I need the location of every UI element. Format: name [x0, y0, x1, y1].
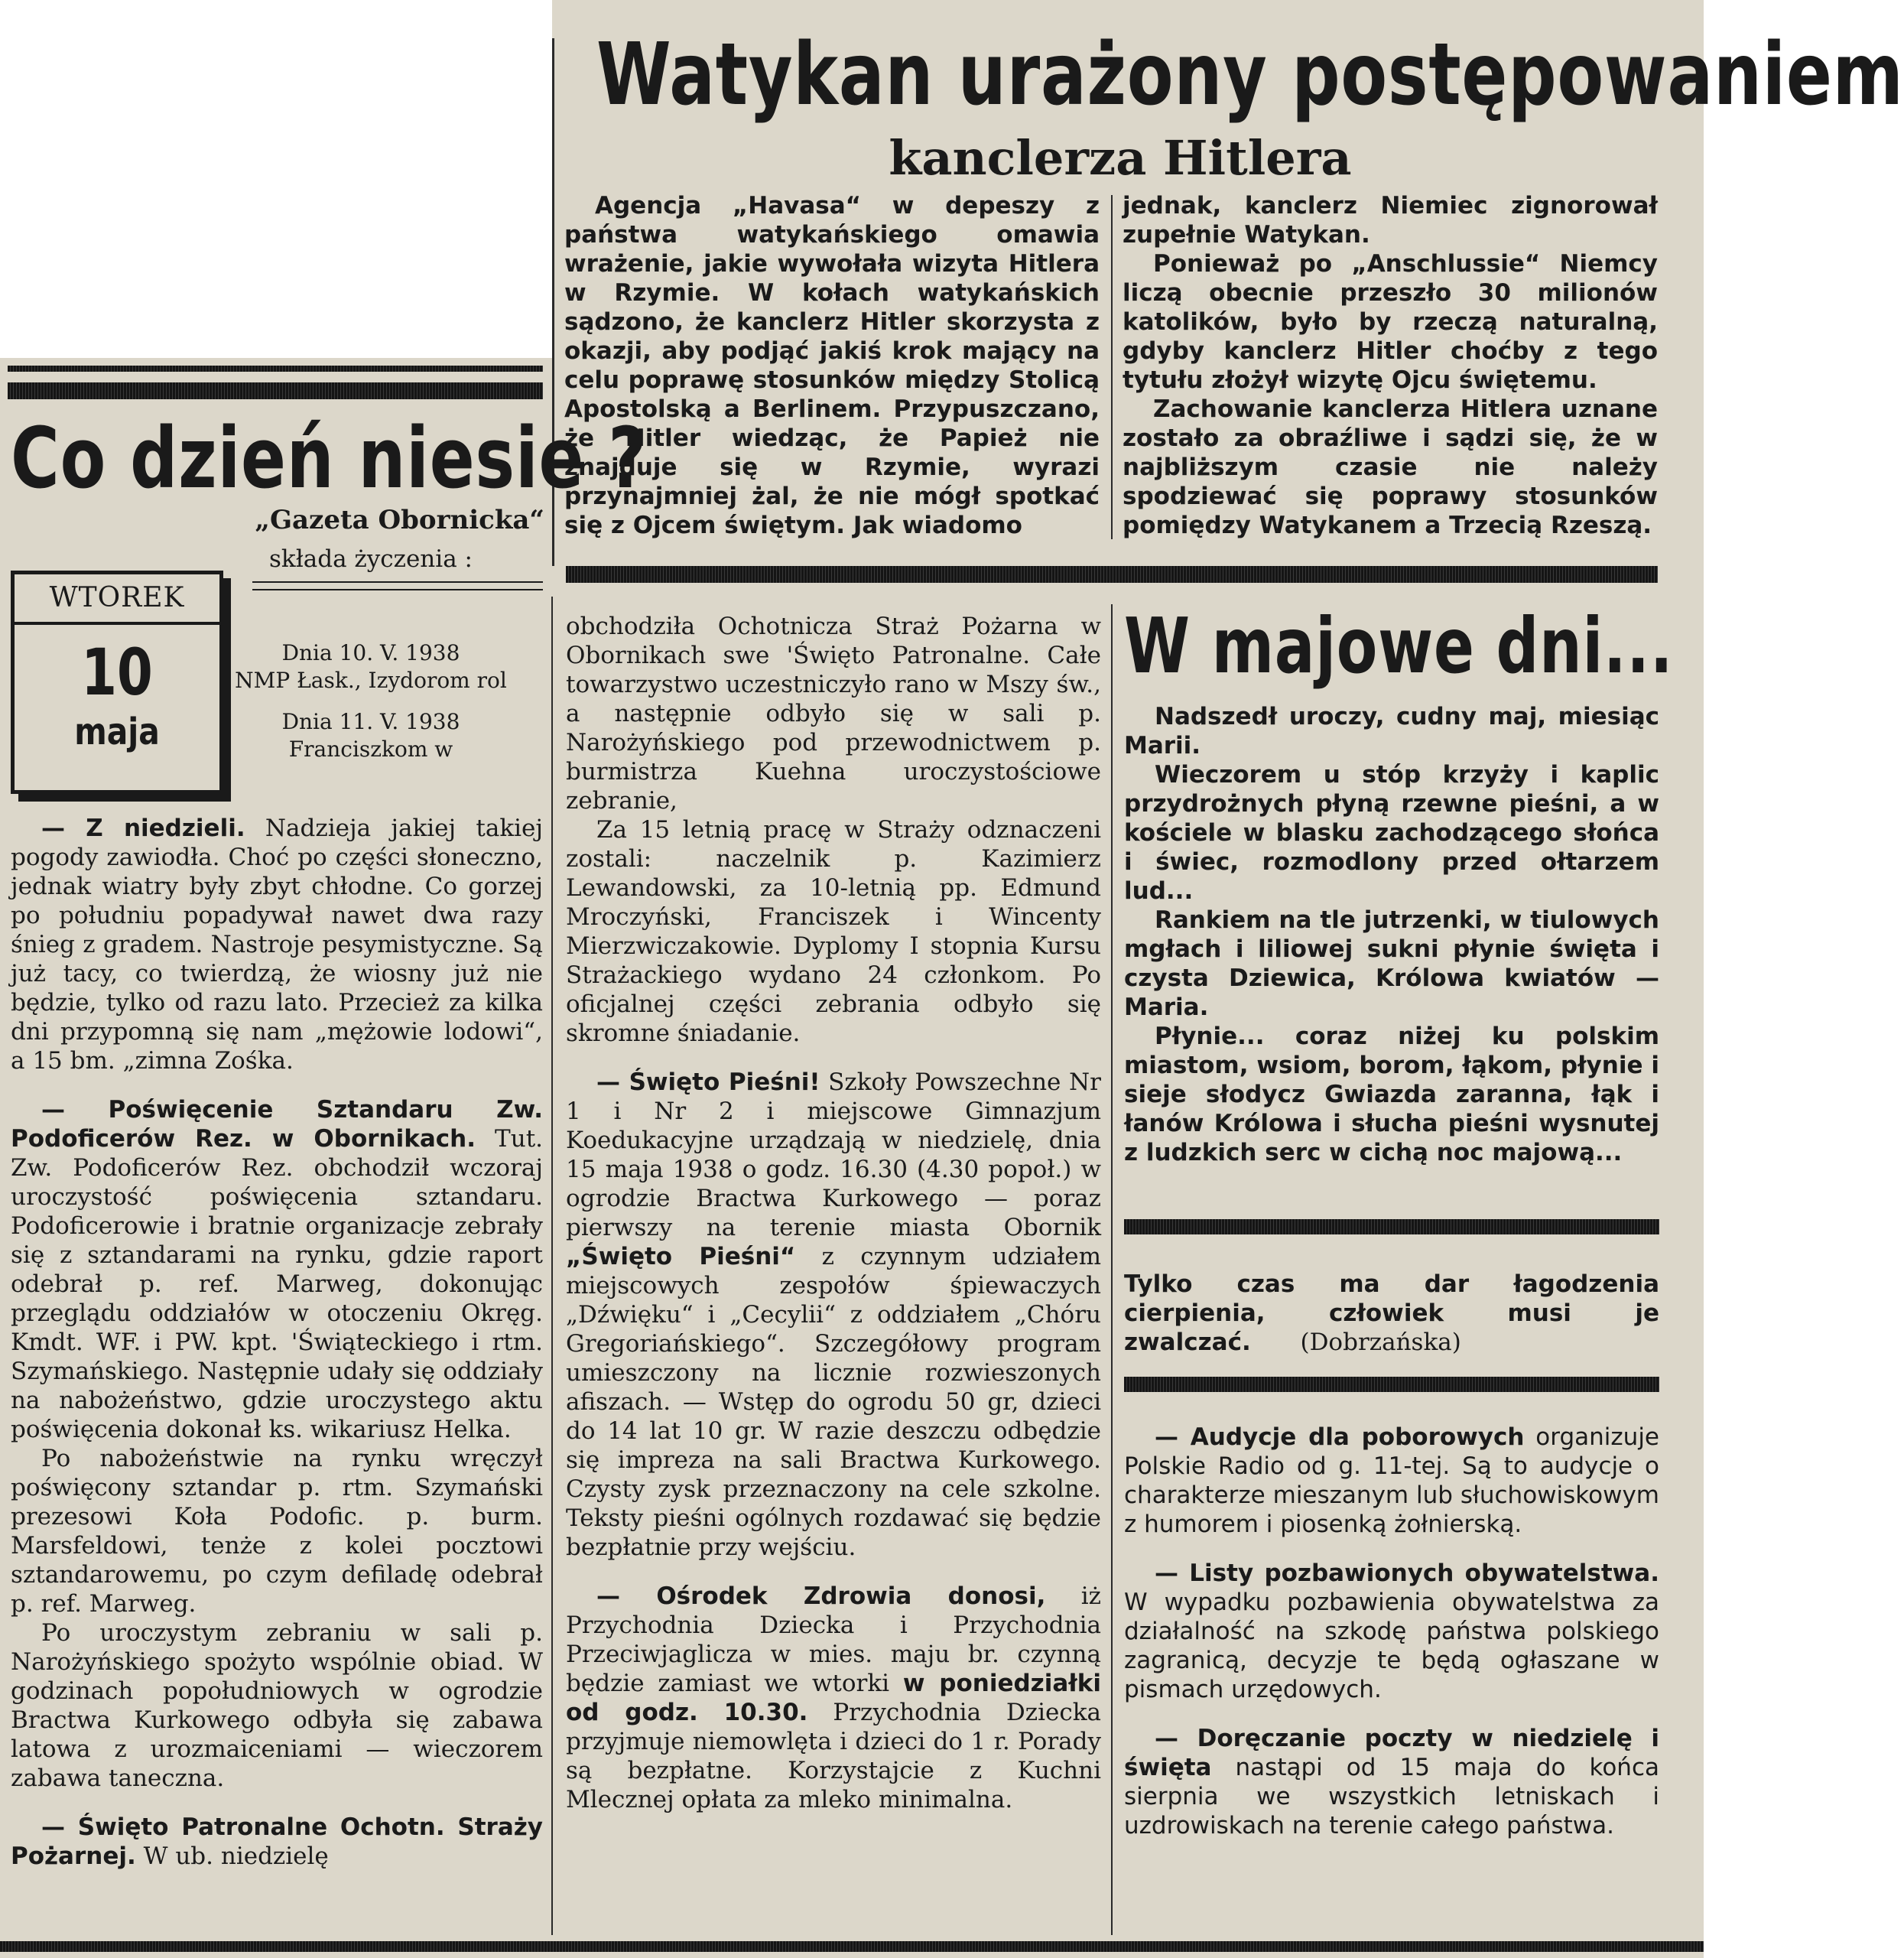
- news-headline: — Święto Patronalne Ochotn. Straży Pożarnej.: [11, 1813, 543, 1870]
- news-listy: — Listy pozbawionych obywatelstwa. W wypadku pozbawienia obywatelstwa za działalność na szkodę państwa polskiego zagranicą, decyzje te będą ogłaszane w pismach urzędowych.: [1124, 1560, 1659, 1703]
- divider: [252, 581, 543, 583]
- news-swieto-piesni: — Święto Pieśni! Szkoły Powszechne Nr 1 i Nr 2 i miejscowe Gimnazjum Koedukacyjne urządzają w niedzielę, dnia 15 maja 1938 o godz. 16.30 (4.30 popoł.) w ogrodzie Bractwa Kurkowego — poraz pierwszy na terenie miasta Obornik „Święto Pieśni“ z czynnym udziałem miejscowych zespołów śpiewaczych „Dźwięku“ i „Cecylii“ z oddziałem „Chóru Gregoriańskiego“. Szczegółowy program umieszczony na licznie rozwieszonych afiszach. — Wstęp do ogrodu 50 gr, dzieci do 14 lat 10 gr. W razie deszczu odbędzie się impreza na sali Bractwa Kurkowego. Czysty zysk przeznaczony na cele szkolne. Teksty pieśni ogólnych rozdawać się będzie bezpłatnie przy wejściu.: [566, 1068, 1101, 1561]
- top-article-title: Watykan urażony postępowaniem: [596, 25, 1904, 125]
- news-swieto-patronalne: — Święto Patronalne Ochotn. Straży Pożarnej. W ub. niedzielę: [11, 1813, 543, 1870]
- news-headline: — Audycje dla poborowych: [1155, 1423, 1525, 1451]
- column-divider: [551, 597, 553, 1935]
- news-headline: — Doręczanie poczty w niedzielę i święta: [1124, 1725, 1659, 1781]
- news-headline: — Ośrodek Zdrowia donosi,: [596, 1582, 1046, 1610]
- masthead-rule-thin: [8, 366, 543, 372]
- section-rule: [1124, 1377, 1659, 1392]
- calendar-weekday: WTOREK: [15, 574, 219, 625]
- section-rule: [566, 566, 1658, 583]
- top-article-col1: Agencja „Havasa“ w depeszy z państwa watykańskiego omawia wrażenie, jakie wywołała wizyta Hitlera w Rzymie. W kołach watykańskich sądzono, że kanclerz Hitler skorzysta z okazji, aby podjąć jakiś krok mający na celu poprawę stosunków między Stolicą Apostolską a Berlinem. Przypuszczano, że Hitler wiedząc, że Papież nie znajduje się w Rzymie, wyrazi przynajmniej żal, że nie mógł spotkać się z Ojcem świętym. Jak wiadomo: [564, 192, 1100, 539]
- quote-text: Tylko czas ma dar łagodzenia cierpienia, człowiek musi je zwalczać. (Dobrzańska): [1124, 1270, 1659, 1356]
- wish-1: [229, 639, 512, 694]
- divider: [252, 589, 543, 590]
- calendar-date: 10: [81, 635, 153, 710]
- wish-2-text: Franciszkom w: [288, 737, 453, 762]
- quote-author: (Dobrzańska): [1300, 1329, 1461, 1356]
- gazeta-name: „Gazeta Obornicka“: [255, 505, 544, 535]
- masthead-title: Co dzień niesie ?: [11, 409, 648, 507]
- wish-1-text: NMP Łask., Izydorom rol: [235, 668, 507, 693]
- wish-2-date: Dnia 11. V. 1938: [281, 709, 460, 734]
- majowe-article: Nadszedł uroczy, cudny maj, miesiąc Marii. Wieczorem u stóp krzyży i kaplic przydrożnych płyną rzewne pieśni, a w kościele w blasku zachodzącego słońca i świec, rozmodlony przed ołtarzem lud... Rankiem na tle jutrzenki, w tiulowych mgłach i liliowej sukni płynie święta i czysta Dziewica, Królowa kwiatów — Maria. Płynie... coraz niżej ku polskim miastom, wsiom, borom, łąkom, płynie i sieje słodycz Gwiazda zaranna, łąk i łanów Królowa i słucha pieśni wysnutej z ludzkich serc w cichą noc majową...: [1124, 703, 1659, 1166]
- wish-1-date: Dnia 10. V. 1938: [281, 640, 460, 665]
- news-headline: — Z niedzieli.: [41, 815, 245, 842]
- column-divider: [1111, 604, 1113, 1935]
- calendar-box: [11, 571, 223, 794]
- top-article-subtitle: kanclerza Hitlera: [889, 130, 1352, 186]
- column-divider: [1111, 195, 1113, 539]
- news-sztandar: — Poświęcenie Sztandaru Zw. Podoficerów Rez. w Obornikach. Tut. Zw. Podoficerów Rez. obchodził wczoraj uroczystość poświęcenia sztandaru. Podoficerowie i bratnie organizacje zebrały się z sztandarami na rynku, gdzie raport odebrał p. ref. Marweg, dokonując przeglądu oddziałów w otoczeniu Okręg. Kmdt. WF. i PW. kpt. 'Świąteckiego i rtm. Szymańskiego. Następnie udały się oddziały na nabożeństwo, gdzie uroczystego aktu poświęcenia dokonał ks. wikariusz Helka.: [11, 1096, 543, 1443]
- masthead-rule-thick: [8, 382, 543, 399]
- quote-block: [1124, 1270, 1659, 1357]
- wishes-intro: składa życzenia :: [269, 545, 473, 573]
- news-z-niedzieli: — Z niedzieli. Nadzieja jakiej takiej pogody zawiodła. Choć po części słoneczno, jednak wiatry były zbyt chłodne. Co gorzej po południu popadywał nawet dwa razy śnieg z gradem. Nastroje pesymistyczne. Są już tacy, co twierdzą, że wiosny już nie będzie, tylko od razu lato. Przecież za kilka dni przypomną się nam „mężowie lodowi“, a 15 bm. „zimna Zośka.: [11, 815, 544, 1075]
- right-news: [1124, 1423, 1659, 1840]
- middle-news: obchodziła Ochotnicza Straż Pożarna w Obornikach swe 'Święto Patronalne. Całe towarzystwo uczestniczyło rano w Mszy św., a następnie odbyło się w sali p. Narożyńskiego pod przewodnictwem p. burmistrza Kuehna uroczystościowe zebranie, Za 15 letnią pracę w Straży odznaczeni zostali: naczelnik p. Kazimierz Lewandowski, za 10-letnią pp. Edmund Mroczyński, Franciszek i Wincenty Mierzwiczakowie. Dyplomy I stopnia Kursu Strażackiego wydano 24 członkom. Po oficjalnej części zebrania odbyło się skromne śniadanie. — Święto Pieśni! Szkoły Powszechne Nr 1 i Nr 2 i miejscowe Gimnazjum Koedukacyjne urządzają w niedzielę, dnia 15 maja 1938 o godz. 16.30 (4.30 popoł.) w ogrodzie Bractwa Kurkowego — poraz pierwszy na terenie miasta Obornik „Święto Pieśni“ z czynnym udziałem miejscowych zespołów śpiewaczych „Dźwięku“ i „Cecylii“ z oddziałem „Chóru Gregoriańskiego“. Szczegółowy program umieszczony na licznie rozwieszonych afiszach. — Wstęp do ogrodu 50 gr, dzieci do 14 lat 10 gr. W razie deszczu odbędzie się impreza na sali Bractwa Kurkowego. Czysty zysk przeznaczony na cele szkolne. Teksty pieśni ogólnych rozdawać się będzie bezpłatnie przy wejściu. — Ośrodek Zdrowia donosi, iż Przychodnia Dziecka i Przychodnia Przeciwjaglicza w mies. maju br. czynną będzie zamiast we wtorki w poniedziałki od godz. 10.30. Przychodnia Dziecka przyjmuje niemowlęta i dzieci do 1 r. Porady są bezpłatne. Korzystajcie z Kuchni Mlecznej opłata za mleko minimalna.: [566, 613, 1101, 1813]
- news-headline: — Święto Pieśni!: [596, 1068, 820, 1096]
- top-article-col2: jednak, kanclerz Niemiec zignorował zupełnie Watykan. Ponieważ po „Anschlussie“ Niemcy liczą obecnie przeszło 30 milionów katolików, było by rzeczą naturalną, gdyby kanclerz Hitler choćby z tego tytułu złożył wizytę Ojcu świętemu. Zachowanie kanclerza Hitlera uznane zostało za obraźliwe i sądzi się, że w najbliższym czasie nie należy spodziewać się poprawy stosunków pomiędzy Watykanem a Trzecią Rzeszą.: [1123, 192, 1658, 539]
- news-osrodek-zdrowia: — Ośrodek Zdrowia donosi, iż Przychodnia Dziecka i Przychodnia Przeciwjaglicza w mies. maju br. czynną będzie zamiast we wtorki w poniedziałki od godz. 10.30. Przychodnia Dziecka przyjmuje niemowlęta i dzieci do 1 r. Porady są bezpłatne. Korzystajcie z Kuchni Mlecznej opłata za mleko minimalna.: [566, 1582, 1101, 1813]
- calendar-month: maja: [74, 711, 160, 753]
- news-poczta: — Doręczanie poczty w niedzielę i święta nastąpi od 15 maja do końca sierpnia we wszystkich letniskach i uzdrowiskach na terenie całego państwa.: [1124, 1725, 1659, 1839]
- wish-2: [229, 708, 512, 763]
- news-audycje: — Audycje dla poborowych organizuje Polskie Radio od g. 11-tej. Są to audycje o charakterze mieszanym lub słuchowiskowym z humorem i piosenką żołnierską.: [1124, 1423, 1660, 1538]
- left-news: — Z niedzieli. Nadzieja jakiej takiej pogody zawiodła. Choć po części słoneczno, jednak wiatry były zbyt chłodne. Co gorzej po południu popadywał nawet dwa razy śnieg z gradem. Nastroje pesymistyczne. Są już tacy, co twierdzą, że wiosny już nie będzie, tylko od razu lato. Przecież za kilka dni przypomną się nam „mężowie lodowi“, a 15 bm. „zimna Zośka. — Poświęcenie Sztandaru Zw. Podoficerów Rez. w Obornikach. Tut. Zw. Podoficerów Rez. obchodził wczoraj uroczystość poświęcenia sztandaru. Podoficerowie i bratnie organizacje zebrały się z sztandarami na rynku, gdzie raport odebrał p. ref. Marweg, dokonując przeglądu oddziałów w otoczeniu Okręg. Kmdt. WF. i PW. kpt. 'Świąteckiego i rtm. Szymańskiego. Następnie udały się oddziały na nabożeństwo, gdzie uroczystego aktu poświęcenia dokonał ks. wikariusz Helka. Po nabożeństwie na rynku wręczył poświęcony sztandar p. rtm. Szymański prezesowi Koła Podofic. p. burm. Marsfeldowi, tenże z kolei pocztowi sztandarowemu, po czym defiladę odebrał p. ref. Marweg. Po uroczystym zebraniu w sali p. Narożyńskiego spożyto wspólnie obiad. W godzinach popołudniowych w ogrodzie Bractwa Kurkowego odbyła się zabawa latowa z urozmaiceniami — wieczorem zabawa taneczna. — Święto Patronalne Ochotn. Straży Pożarnej. W ub. niedzielę: [11, 815, 544, 1870]
- bottom-rule: [0, 1941, 1704, 1952]
- section-rule: [1124, 1219, 1659, 1234]
- majowe-title: W majowe dni...: [1124, 601, 1674, 691]
- news-headline: — Listy pozbawionych obywatelstwa.: [1155, 1560, 1659, 1587]
- news-headline: — Poświęcenie Sztandaru Zw. Podoficerów Rez. w Obornikach.: [11, 1096, 543, 1153]
